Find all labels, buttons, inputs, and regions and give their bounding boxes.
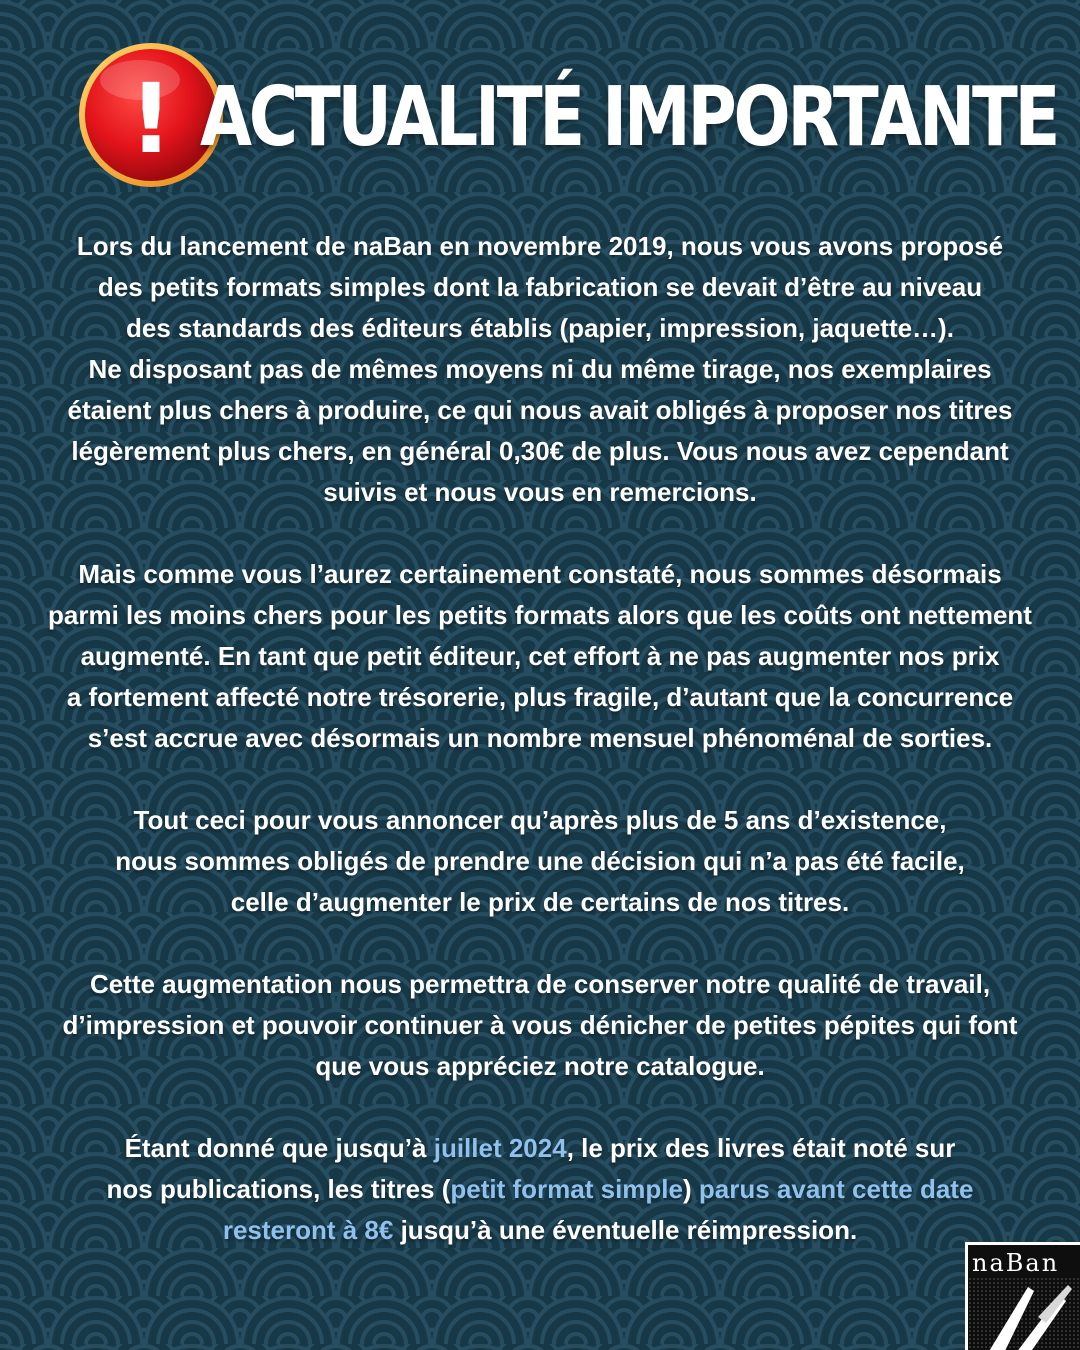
logo-text: naBan bbox=[972, 1249, 1060, 1277]
text-line: Cette augmentation nous permettra de conserver notre qualité de travail, bbox=[89, 969, 991, 999]
text-line: s’est accrue avec désormais un nombre mensuel phénoménal de sorties. bbox=[87, 723, 993, 753]
naban-logo bbox=[965, 1242, 1080, 1350]
highlight-date: juillet 2024 bbox=[433, 1133, 567, 1163]
text-segment: jusqu’à une éventuelle réimpression. bbox=[393, 1215, 858, 1245]
text-segment: Étant donné que jusqu’à bbox=[124, 1133, 434, 1163]
text-line: légèrement plus chers, en général 0,30€ de plus. Vous nous avez cependant bbox=[71, 436, 1009, 466]
text-line: que vous appréciez notre catalogue. bbox=[315, 1051, 765, 1081]
page-title: ACTUALITÉ IMPORTANTE bbox=[200, 70, 1058, 165]
text-segment: ) bbox=[682, 1174, 699, 1204]
text-line: augmenté. En tant que petit éditeur, cet effort à ne pas augmenter nos prix bbox=[80, 641, 1000, 671]
text-line: celle d’augmenter le prix de certains de nos titres. bbox=[230, 887, 850, 917]
text-line: suivis et nous vous en remercions. bbox=[323, 477, 757, 507]
announcement-body bbox=[20, 226, 1060, 1292]
naban-logo-icon bbox=[968, 1277, 1080, 1350]
alert-glyph: ! bbox=[129, 63, 173, 175]
text-line bbox=[20, 1210, 1060, 1251]
text-line: Mais comme vous l’aurez certainement constaté, nous sommes désormais bbox=[78, 559, 1002, 589]
header bbox=[0, 0, 1080, 200]
paragraph-launch bbox=[20, 226, 1060, 513]
text-line bbox=[20, 1169, 1060, 1210]
text-segment: nos publications, les titres ( bbox=[106, 1174, 451, 1204]
paragraph-quality bbox=[20, 964, 1060, 1087]
paragraph-costs bbox=[20, 554, 1060, 759]
text-line: Tout ceci pour vous annoncer qu’après plus de 5 ans d’existence, bbox=[133, 805, 947, 835]
paragraph-price-note bbox=[20, 1128, 1060, 1251]
text-line: Lors du lancement de naBan en novembre 2019, nous vous avons proposé bbox=[76, 231, 1004, 261]
text-segment: , le prix des livres était noté sur bbox=[566, 1133, 956, 1163]
highlight-price: resteront à 8€ bbox=[222, 1215, 394, 1245]
highlight-format: petit format simple bbox=[450, 1174, 683, 1204]
text-line: a fortement affecté notre trésorerie, plus fragile, d’autant que la concurrence bbox=[66, 682, 1014, 712]
text-line: nous sommes obligés de prendre une décision qui n’a pas été facile, bbox=[115, 846, 965, 876]
text-line: d’impression et pouvoir continuer à vous dénicher de petites pépites qui font bbox=[62, 1010, 1018, 1040]
text-line: des petits formats simples dont la fabrication se devait d’être au niveau bbox=[97, 272, 983, 302]
text-line bbox=[20, 1128, 1060, 1169]
paragraph-decision bbox=[20, 800, 1060, 923]
text-line: parmi les moins chers pour les petits formats alors que les coûts ont nettement bbox=[48, 600, 1032, 630]
text-line: des standards des éditeurs établis (papier, impression, jaquette…). bbox=[126, 313, 954, 343]
highlight-before-date: parus avant cette date bbox=[698, 1174, 974, 1204]
text-line: étaient plus chers à produire, ce qui nous avait obligés à proposer nos titres bbox=[67, 395, 1013, 425]
text-line: Ne disposant pas de mêmes moyens ni du même tirage, nos exemplaires bbox=[88, 354, 992, 384]
